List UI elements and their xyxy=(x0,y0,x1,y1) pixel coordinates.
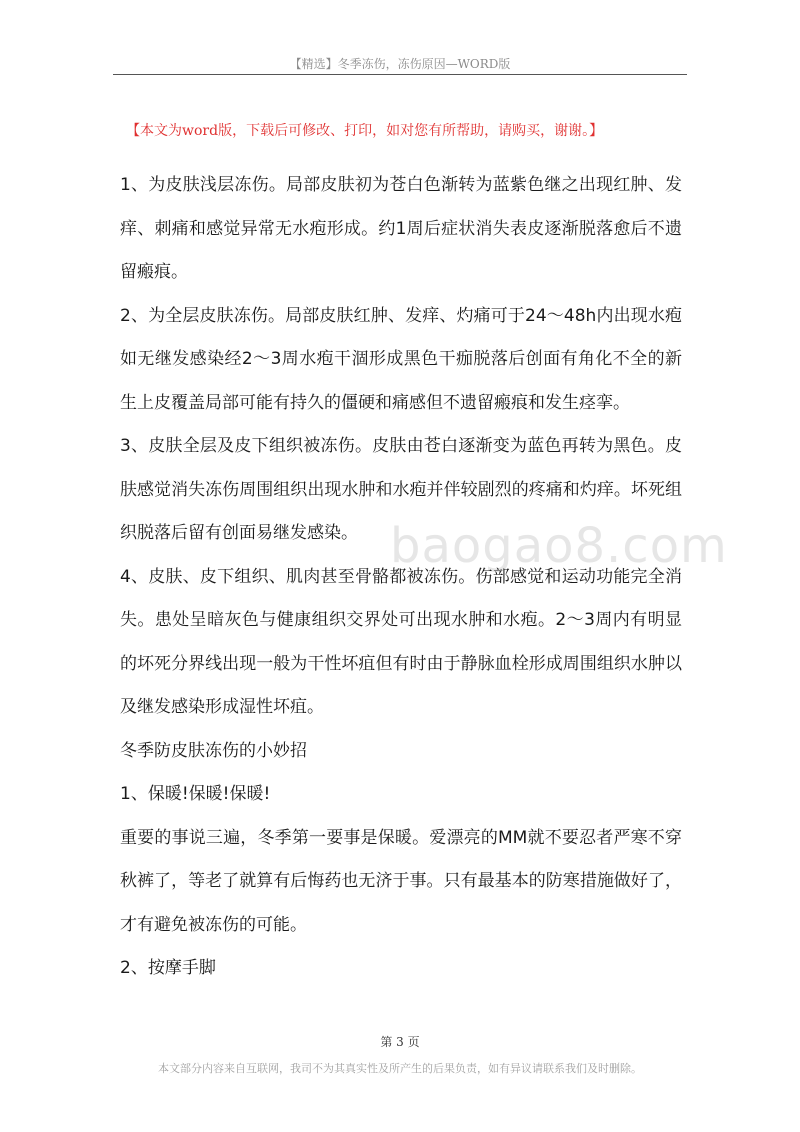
tip-1-body: 重要的事说三遍，冬季第一要事是保暖。爱漂亮的MM就不要忍者严寒不穿秋裤了，等老了就算有后悔药也无济于事。只有最基本的防寒措施做好了，才有避免被冻伤的可能。 xyxy=(120,827,682,935)
section-heading: 冬季防皮肤冻伤的小妙招 xyxy=(120,740,307,761)
tip-1-heading: 1、保暖!保暖!保暖! xyxy=(120,784,271,804)
page-footer: 本文部分内容来自互联网，我司不为其真实性及所产生的后果负责，如有异议请联系我们及时删除。 xyxy=(158,1062,642,1075)
header-divider xyxy=(113,74,687,75)
paragraph-1: 1、为皮肤浅层冻伤。局部皮肤初为苍白色渐转为蓝紫色继之出现红肿、发痒、刺痛和感觉异常无水疱形成。约1周后症状消失表皮逐渐脱落愈后不遗留瘢痕。 xyxy=(120,175,682,282)
document-body xyxy=(120,164,682,991)
paragraph-3: 3、皮肤全层及皮下组织被冻伤。皮肤由苍白逐渐变为蓝色再转为黑色。皮肤感觉消失冻伤周围组织出现水肿和水疱并伴较剧烈的疼痛和灼痒。坏死组织脱落后留有创面易继发感染。 xyxy=(120,436,682,543)
page-number: 第 3 页 xyxy=(380,1035,420,1049)
paragraph-2: 2、为全层皮肤冻伤。局部皮肤红肿、发痒、灼痛可于24～48h内出现水疱如无继发感染经2～3周水疱干涸形成黑色干痂脱落后创面有角化不全的新生上皮覆盖局部可能有持久的僵硬和痛感但不遗留瘢痕和发生痉挛。 xyxy=(120,305,682,413)
download-notice: 【本文为word版，下载后可修改、打印，如对您有所帮助，请购买，谢谢。】 xyxy=(126,123,604,139)
tip-2-heading: 2、按摩手脚 xyxy=(120,958,216,978)
paragraph-4: 4、皮肤、皮下组织、肌肉甚至骨骼都被冻伤。伤部感觉和运动功能完全消失。患处呈暗灰色与健康组织交界处可出现水肿和水疱。2～3周内有明显的坏死分界线出现一般为干性坏疽但有时由于静脉血栓形成周围组织水肿以及继发感染形成湿性坏疽。 xyxy=(120,566,682,717)
page-header: 【精选】冬季冻伤，冻伤原因—WORD版 xyxy=(289,57,511,71)
watermark: baogao8.com xyxy=(390,518,728,574)
